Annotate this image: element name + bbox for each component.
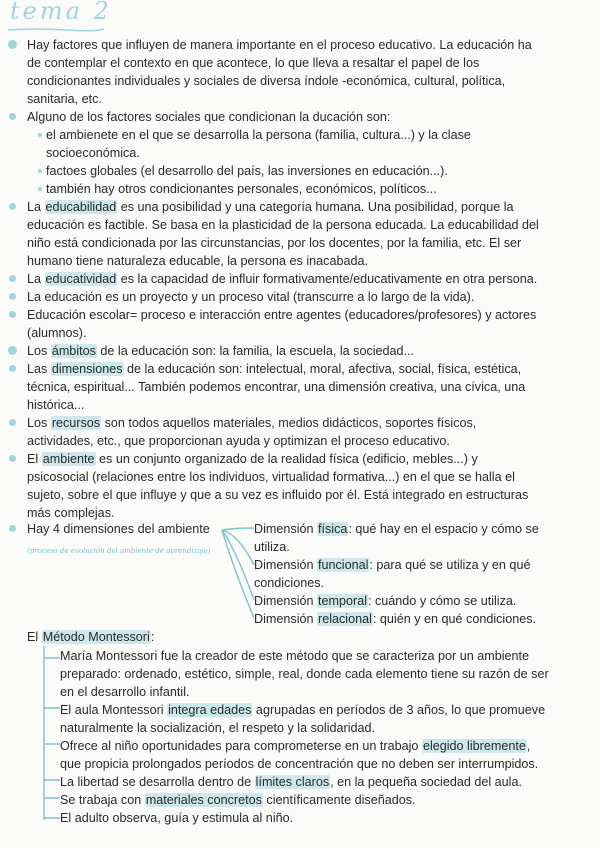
highlight-term: ámbitos: [51, 344, 96, 358]
bullet-dot-icon: [8, 346, 17, 355]
montessori-item: [60, 791, 580, 809]
montessori-item: [60, 647, 580, 701]
text-segment: Dimensión: [254, 612, 317, 626]
bullet-item: [27, 198, 587, 270]
text-segment: de la educación son: intelectual, moral, afectiva, social, física, estética, técnica, espiritual... También podemos encontrar, una dimensión creativa, una cívica, una histórica...: [27, 362, 526, 412]
sub-bullet-dot-icon: [38, 169, 42, 173]
text-segment: Ofrece al niño oportunidades para comprometerse en un trabajo: [60, 739, 422, 753]
sub-bullet-text: el ambienete en el que se desarrolla la persona (familia, cultura...) y la clase socioeconómica.: [46, 128, 471, 160]
highlight-term: relacional: [318, 612, 372, 626]
bullet-item: [27, 360, 587, 414]
text-segment: La: [27, 272, 45, 286]
page-title: tema 2: [10, 0, 112, 25]
bullet-item: [27, 450, 587, 522]
bullet-item: [27, 108, 587, 126]
bullet-dot-icon: [9, 419, 16, 426]
bullet-dot-icon: [9, 525, 16, 532]
text-segment: Los: [27, 344, 51, 358]
highlight-term: límites claros: [255, 775, 330, 789]
ambient-dimension: [254, 520, 574, 556]
highlight-term: recursos: [51, 416, 101, 430]
bullet-item: [27, 414, 587, 450]
highlight-term: elegido libremente: [422, 739, 526, 753]
text-segment: : quién y en qué condiciones.: [372, 612, 537, 626]
sub-bullet-text: factoes globales (el desarrollo del país, las inversiones en educación...).: [46, 164, 448, 178]
text-segment: Educación escolar= proceso e interacción entre agentes (educadores/profesores) y actores (alumnos).: [27, 308, 537, 340]
bullet-dot-icon: [9, 365, 16, 372]
text-segment: son todos aquellos materiales, medios didácticos, soportes físicos, actividades, etc., que proporcionan ayuda y optimizan el proceso educativo.: [27, 416, 477, 448]
bullet-dot-icon: [9, 455, 16, 462]
text-segment: El: [27, 452, 42, 466]
highlight-term: temporal: [318, 594, 367, 608]
highlight-term: educatividad: [45, 272, 117, 286]
sub-bullet-text: también hay otros condicionantes personales, económicos, políticos...: [46, 182, 437, 196]
bullet-dot-icon: [9, 203, 16, 210]
bullet-dot-icon: [9, 311, 16, 318]
sub-bullet-dot-icon: [38, 187, 42, 191]
text-segment: Hay factores que influyen de manera importante en el proceso educativo. La educación ha de contemplar el contexto en que acontece, lo que lleva a resaltar el papel de los condicionantes individuales y sociales de diversa índole -económica, cultural, política, sanitaria, etc.: [27, 38, 532, 106]
text-segment: Las: [27, 362, 51, 376]
bullet-dot-icon: [9, 293, 16, 300]
text-segment: La: [27, 200, 45, 214]
highlight-term: educabilidad: [45, 200, 117, 214]
text-segment: El aula Montessori: [60, 703, 168, 717]
text-segment: : qué hay en el espacio y cómo se utiliza.: [254, 522, 539, 554]
text-segment: : cuándo y cómo se utiliza.: [368, 594, 517, 608]
text-segment: , en la pequeña sociedad del aula.: [330, 775, 522, 789]
text-segment: agrupadas en períodos de 3 años, lo que promueve naturalmente la socialización, el respeto y la solidaridad.: [60, 703, 546, 735]
sub-bullet-item: [46, 126, 566, 162]
bullet-item: [27, 270, 587, 288]
text-segment: La libertad se desarrolla dentro de: [60, 775, 255, 789]
bullet-item: [27, 288, 587, 306]
montessori-item: [60, 737, 580, 773]
text-segment: de la educación son: la familia, la escuela, la sociedad...: [96, 344, 415, 358]
bullet-dot-icon: [9, 275, 16, 282]
montessori-heading: El Método Montessori:: [27, 630, 155, 644]
bullet-item: [27, 342, 587, 360]
sub-bullet-item: [46, 162, 566, 180]
ambient-dimension: [254, 556, 574, 592]
highlight-term: integra edades: [168, 703, 252, 717]
text-segment: , que propicia prolongados períodos de concentración que no deben ser interrumpidos.: [60, 739, 539, 771]
sub-bullet-item: [46, 180, 566, 198]
bullet-item: [27, 306, 587, 342]
text-segment: científicamente diseñados.: [262, 793, 416, 807]
text-segment: Dimensión: [254, 594, 317, 608]
bullet-dot-icon: [8, 40, 17, 49]
montessori-item: [60, 701, 580, 737]
montessori-item: [60, 773, 580, 791]
highlight-term: ambiente: [42, 452, 95, 466]
highlight-term: dimensiones: [51, 362, 123, 376]
sub-bullet-dot-icon: [38, 133, 42, 137]
montessori-bracket: [40, 646, 62, 826]
ambient-dimensions: [254, 520, 574, 628]
title-underline: [6, 26, 106, 34]
montessori-item: [60, 809, 580, 827]
text-segment: es la capacidad de influir formativamente/educativamente en otra persona.: [117, 272, 538, 286]
text-segment: es una posibilidad y una categoría humana. Una posibilidad, porque la educación es factible. Se basa en la plasticidad de la persona educada. La educabilidad del niño está condicionada por las circunstancias, por los docentes, por la familia, etc. El ser humano tiene naturaleza educable, la persona es inacabada.: [27, 200, 539, 268]
highlight-term: funcional: [318, 558, 369, 572]
ambient-dimension: [254, 592, 574, 610]
text-segment: El adulto observa, guía y estimula al niño.: [60, 811, 294, 825]
text-segment: Se trabaja con: [60, 793, 145, 807]
ambient-note: (proceso de evolución del ambiente de aprendizaje): [27, 547, 211, 555]
text-segment: Hay 4 dimensiones del ambiente: [27, 522, 210, 536]
text-segment: es un conjunto organizado de la realidad física (edificio, mebles...) y psicosocial (relaciones entre los individuos, virtualidad formativa...) en el que se halla el sujeto, sobre el que influye y que a su vez es influido por él. Está integrado en estructuras más complejas.: [27, 452, 529, 520]
highlight-term: física: [318, 522, 348, 536]
ambient-dimension: [254, 610, 574, 628]
text-segment: María Montessori fue la creador de este método que se caracteriza por un ambiente preparado: ordenado, estético, simple, real, donde cada elemento tiene su razón de ser en el desarrollo infantil.: [60, 649, 549, 699]
text-segment: Dimensión: [254, 558, 317, 572]
bullet-dot-icon: [9, 113, 16, 120]
text-segment: Dimensión: [254, 522, 317, 536]
bullet-item: [27, 36, 587, 108]
text-segment: : para qué se utiliza y en qué condiciones.: [254, 558, 531, 590]
highlight-term: materiales concretos: [145, 793, 262, 807]
text-segment: Los: [27, 416, 51, 430]
text-segment: Alguno de los factores sociales que condicionan la ducación son:: [27, 110, 391, 124]
text-segment: La educación es un proyecto y un proceso vital (transcurre a lo largo de la vida).: [27, 290, 475, 304]
